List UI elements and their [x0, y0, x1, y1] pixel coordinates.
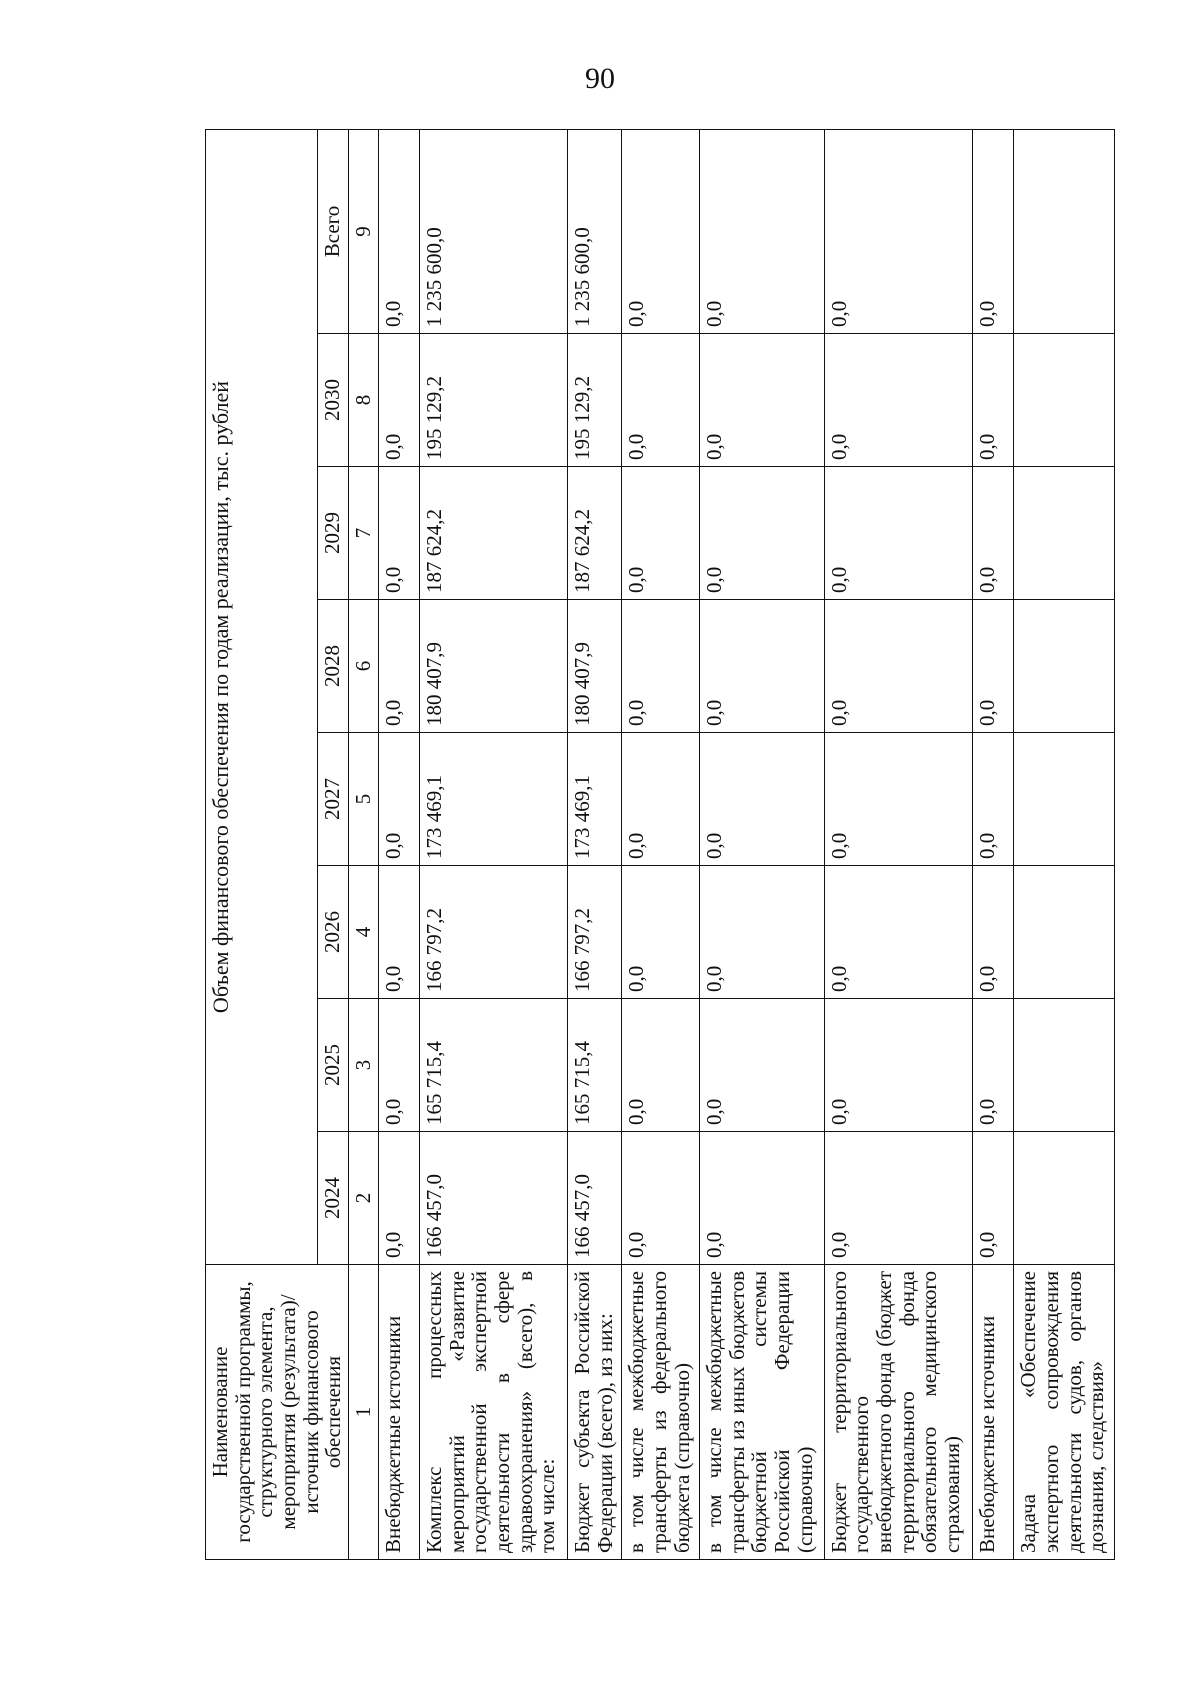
- value-cell: 166 457,0: [568, 1132, 622, 1265]
- header-total: Всего: [318, 129, 349, 333]
- value-cell: 0,0: [700, 129, 825, 333]
- value-cell: 0,0: [622, 1132, 700, 1265]
- value-cell: [1014, 999, 1115, 1132]
- value-cell: 0,0: [824, 129, 972, 333]
- value-cell: [1014, 334, 1115, 467]
- table-row: [568, 129, 622, 1559]
- table-row: [420, 129, 568, 1559]
- value-cell: 0,0: [622, 467, 700, 600]
- value-cell: 0,0: [824, 999, 972, 1132]
- row-name: Бюджет территориального государственного внебюджетного фонда (бюджет территориального фонда обязательного медицинского страхования): [824, 1265, 972, 1560]
- value-cell: 0,0: [378, 866, 419, 999]
- column-number: 1: [349, 1265, 379, 1560]
- value-cell: 0,0: [378, 999, 419, 1132]
- value-cell: 0,0: [700, 467, 825, 600]
- value-cell: [1014, 600, 1115, 733]
- row-name: Бюджет субъекта Российской Федерации (всего), из них:: [568, 1265, 622, 1560]
- value-cell: 0,0: [700, 1132, 825, 1265]
- value-cell: 180 407,9: [568, 600, 622, 733]
- value-cell: 0,0: [700, 600, 825, 733]
- value-cell: 0,0: [972, 600, 1013, 733]
- header-year: 2026: [318, 866, 349, 999]
- value-cell: 0,0: [622, 129, 700, 333]
- header-year: 2024: [318, 1132, 349, 1265]
- value-cell: 0,0: [378, 334, 419, 467]
- value-cell: 165 715,4: [420, 999, 568, 1132]
- header-name-column: Наименование государственной программы, структурного элемента, мероприятия (результата)/источник финансового обеспечения: [206, 1265, 349, 1560]
- value-cell: 0,0: [378, 733, 419, 866]
- row-name: Внебюджетные источники: [972, 1265, 1013, 1560]
- value-cell: 0,0: [972, 334, 1013, 467]
- page-number: 90: [585, 62, 615, 95]
- table-body: [378, 129, 1115, 1559]
- row-name: Комплекс процессных мероприятий «Развитие государственной экспертной деятельности в сфере здравоохранения» (всего), в том числе:: [420, 1265, 568, 1560]
- column-number: 6: [349, 600, 379, 733]
- column-number: 4: [349, 866, 379, 999]
- value-cell: 0,0: [378, 467, 419, 600]
- value-cell: 0,0: [972, 467, 1013, 600]
- column-number: 7: [349, 467, 379, 600]
- value-cell: 0,0: [622, 334, 700, 467]
- column-number: 2: [349, 1132, 379, 1265]
- table-row: [824, 129, 972, 1559]
- header-volume-caption: Объем финансового обеспечения по годам реализации, тыс. рублей: [206, 129, 318, 1264]
- value-cell: 187 624,2: [568, 467, 622, 600]
- value-cell: 1 235 600,0: [568, 129, 622, 333]
- value-cell: [1014, 733, 1115, 866]
- table-row: [622, 129, 700, 1559]
- header-year: 2027: [318, 733, 349, 866]
- value-cell: 0,0: [824, 334, 972, 467]
- header-year: 2028: [318, 600, 349, 733]
- value-cell: 173 469,1: [420, 733, 568, 866]
- value-cell: 195 129,2: [420, 334, 568, 467]
- value-cell: 0,0: [972, 129, 1013, 333]
- value-cell: 0,0: [972, 733, 1013, 866]
- value-cell: 0,0: [622, 999, 700, 1132]
- value-cell: 0,0: [700, 999, 825, 1132]
- value-cell: 0,0: [972, 866, 1013, 999]
- value-cell: [1014, 467, 1115, 600]
- value-cell: 166 797,2: [568, 866, 622, 999]
- value-cell: 173 469,1: [568, 733, 622, 866]
- value-cell: 166 457,0: [420, 1132, 568, 1265]
- value-cell: 0,0: [378, 129, 419, 333]
- value-cell: 0,0: [700, 334, 825, 467]
- column-number: 9: [349, 129, 379, 333]
- row-name: Внебюджетные источники: [378, 1265, 419, 1560]
- value-cell: 0,0: [824, 733, 972, 866]
- value-cell: 180 407,9: [420, 600, 568, 733]
- value-cell: [1014, 1132, 1115, 1265]
- value-cell: 0,0: [378, 600, 419, 733]
- value-cell: 0,0: [622, 600, 700, 733]
- column-number: 5: [349, 733, 379, 866]
- value-cell: [1014, 129, 1115, 333]
- table-row: [1014, 129, 1115, 1559]
- value-cell: 0,0: [700, 866, 825, 999]
- value-cell: 166 797,2: [420, 866, 568, 999]
- value-cell: 0,0: [622, 866, 700, 999]
- value-cell: 0,0: [972, 999, 1013, 1132]
- value-cell: 0,0: [824, 467, 972, 600]
- value-cell: 1 235 600,0: [420, 129, 568, 333]
- value-cell: 0,0: [622, 733, 700, 866]
- value-cell: 0,0: [972, 1132, 1013, 1265]
- value-cell: 0,0: [824, 600, 972, 733]
- column-number: 3: [349, 999, 379, 1132]
- header-year: 2029: [318, 467, 349, 600]
- value-cell: 0,0: [700, 733, 825, 866]
- row-name: Задача «Обеспечение экспертного сопровождения деятельности судов, органов дознания, следствия»: [1014, 1265, 1115, 1560]
- value-cell: [1014, 866, 1115, 999]
- value-cell: 165 715,4: [568, 999, 622, 1132]
- header-year: 2030: [318, 334, 349, 467]
- row-name: в том числе межбюджетные трансферты из иных бюджетов бюджетной системы Российской Федерации (справочно): [700, 1265, 825, 1560]
- table-row: [378, 129, 419, 1559]
- value-cell: 0,0: [378, 1132, 419, 1265]
- header-year: 2025: [318, 999, 349, 1132]
- value-cell: 0,0: [824, 866, 972, 999]
- financing-table: [205, 129, 1115, 1560]
- table-row: [972, 129, 1013, 1559]
- value-cell: 187 624,2: [420, 467, 568, 600]
- rotated-table-wrapper: [205, 130, 1110, 1560]
- value-cell: 195 129,2: [568, 334, 622, 467]
- table-row: [700, 129, 825, 1559]
- value-cell: 0,0: [824, 1132, 972, 1265]
- row-name: в том числе межбюджетные трансферты из федерального бюджета (справочно): [622, 1265, 700, 1560]
- column-number: 8: [349, 334, 379, 467]
